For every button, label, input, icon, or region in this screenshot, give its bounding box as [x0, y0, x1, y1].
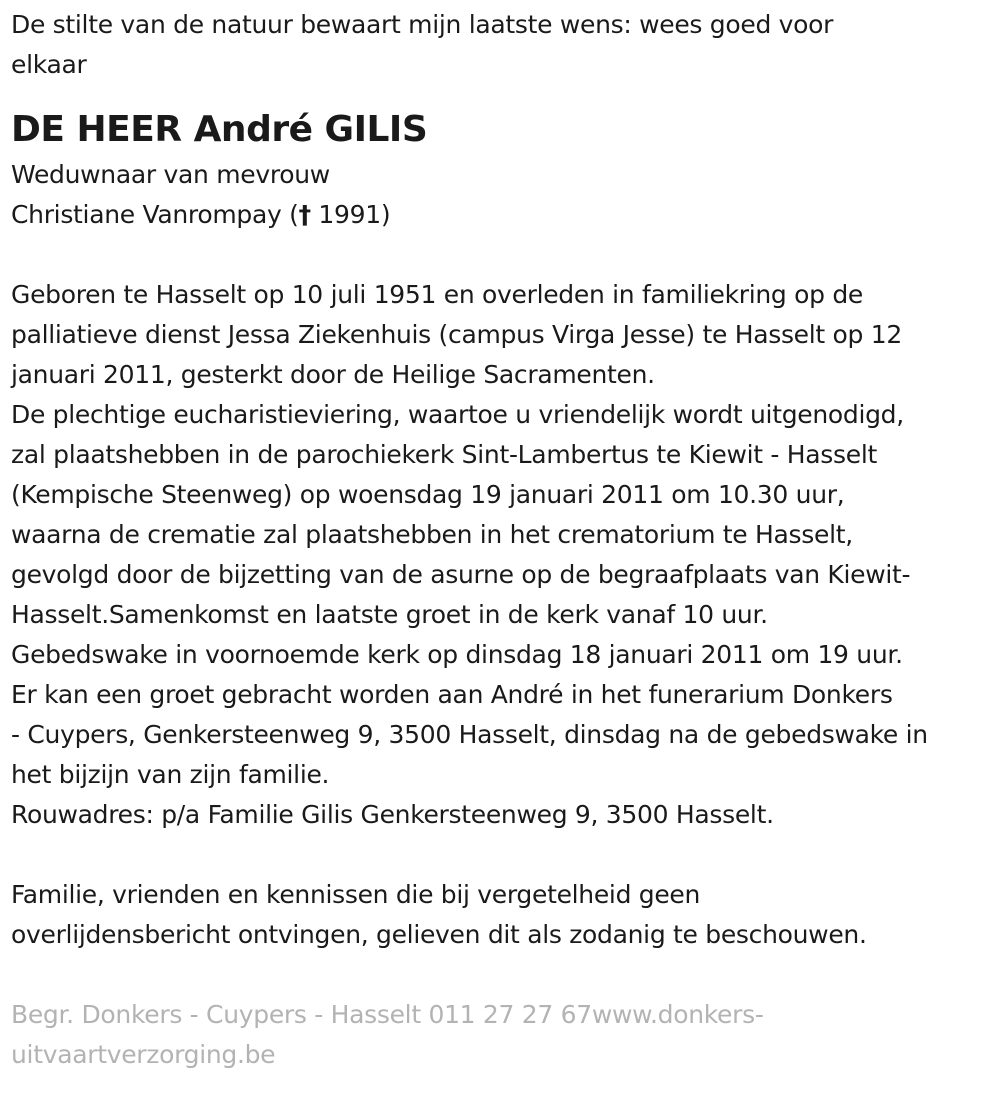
closing-text — [11, 875, 993, 955]
motto — [11, 5, 993, 85]
announcement-line: zal plaatshebben in de parochiekerk Sint-Lambertus te Kiewit - Hasselt — [11, 440, 877, 469]
announcement-line: - Cuypers, Genkersteenweg 9, 3500 Hasselt, dinsdag na de gebedswake in — [11, 720, 928, 749]
motto-line: De stilte van de natuur bewaart mijn laatste wens: wees goed voor — [11, 10, 834, 39]
spouse-name-line — [11, 195, 993, 235]
announcement-line: Hasselt.Samenkomst en laatste groet in de kerk vanaf 10 uur. — [11, 600, 768, 629]
footer-line: Begr. Donkers - Cuypers - Hasselt 011 27 27 67www.donkers- — [11, 1000, 764, 1029]
footer-line: uitvaartverzorging.be — [11, 1040, 276, 1069]
announcement-line: (Kempische Steenweg) op woensdag 19 januari 2011 om 10.30 uur, — [11, 480, 845, 509]
announcement-line: waarna de crematie zal plaatshebben in het crematorium te Hasselt, — [11, 520, 853, 549]
obituary-notice — [11, 0, 993, 1075]
spouse-line: Weduwnaar van mevrouw — [11, 160, 330, 189]
announcement-line: gevolgd door de bijzetting van de asurne op de begraafplaats van Kiewit- — [11, 560, 911, 589]
closing-line: Familie, vrienden en kennissen die bij vergetelheid geen — [11, 880, 701, 909]
announcement-text — [11, 275, 993, 835]
closing-line: overlijdensbericht ontvingen, gelieven dit als zodanig te beschouwen. — [11, 920, 867, 949]
deceased-name: DE HEER André GILIS — [11, 109, 428, 150]
cross-icon: † — [298, 200, 311, 229]
announcement-line: Gebedswake in voornoemde kerk op dinsdag 18 januari 2011 om 19 uur. — [11, 640, 903, 669]
announcement-line: januari 2011, gesterkt door de Heilige Sacramenten. — [11, 360, 655, 389]
announcement-line: het bijzijn van zijn familie. — [11, 760, 330, 789]
announcement-line: palliatieve dienst Jessa Ziekenhuis (campus Virga Jesse) te Hasselt op 12 — [11, 320, 902, 349]
spouse-info — [11, 155, 993, 235]
funeral-director-footer — [11, 995, 993, 1075]
announcement-line: De plechtige eucharistieviering, waartoe u vriendelijk wordt uitgenodigd, — [11, 400, 904, 429]
motto-line: elkaar — [11, 50, 87, 79]
announcement-line: Er kan een groet gebracht worden aan André in het funerarium Donkers — [11, 680, 893, 709]
announcement-line: Rouwadres: p/a Familie Gilis Genkersteenweg 9, 3500 Hasselt. — [11, 800, 774, 829]
spouse-death-year: 1991) — [310, 200, 391, 229]
spouse-name: Christiane Vanrompay ( — [11, 200, 299, 229]
announcement-line: Geboren te Hasselt op 10 juli 1951 en overleden in familiekring op de — [11, 280, 864, 309]
